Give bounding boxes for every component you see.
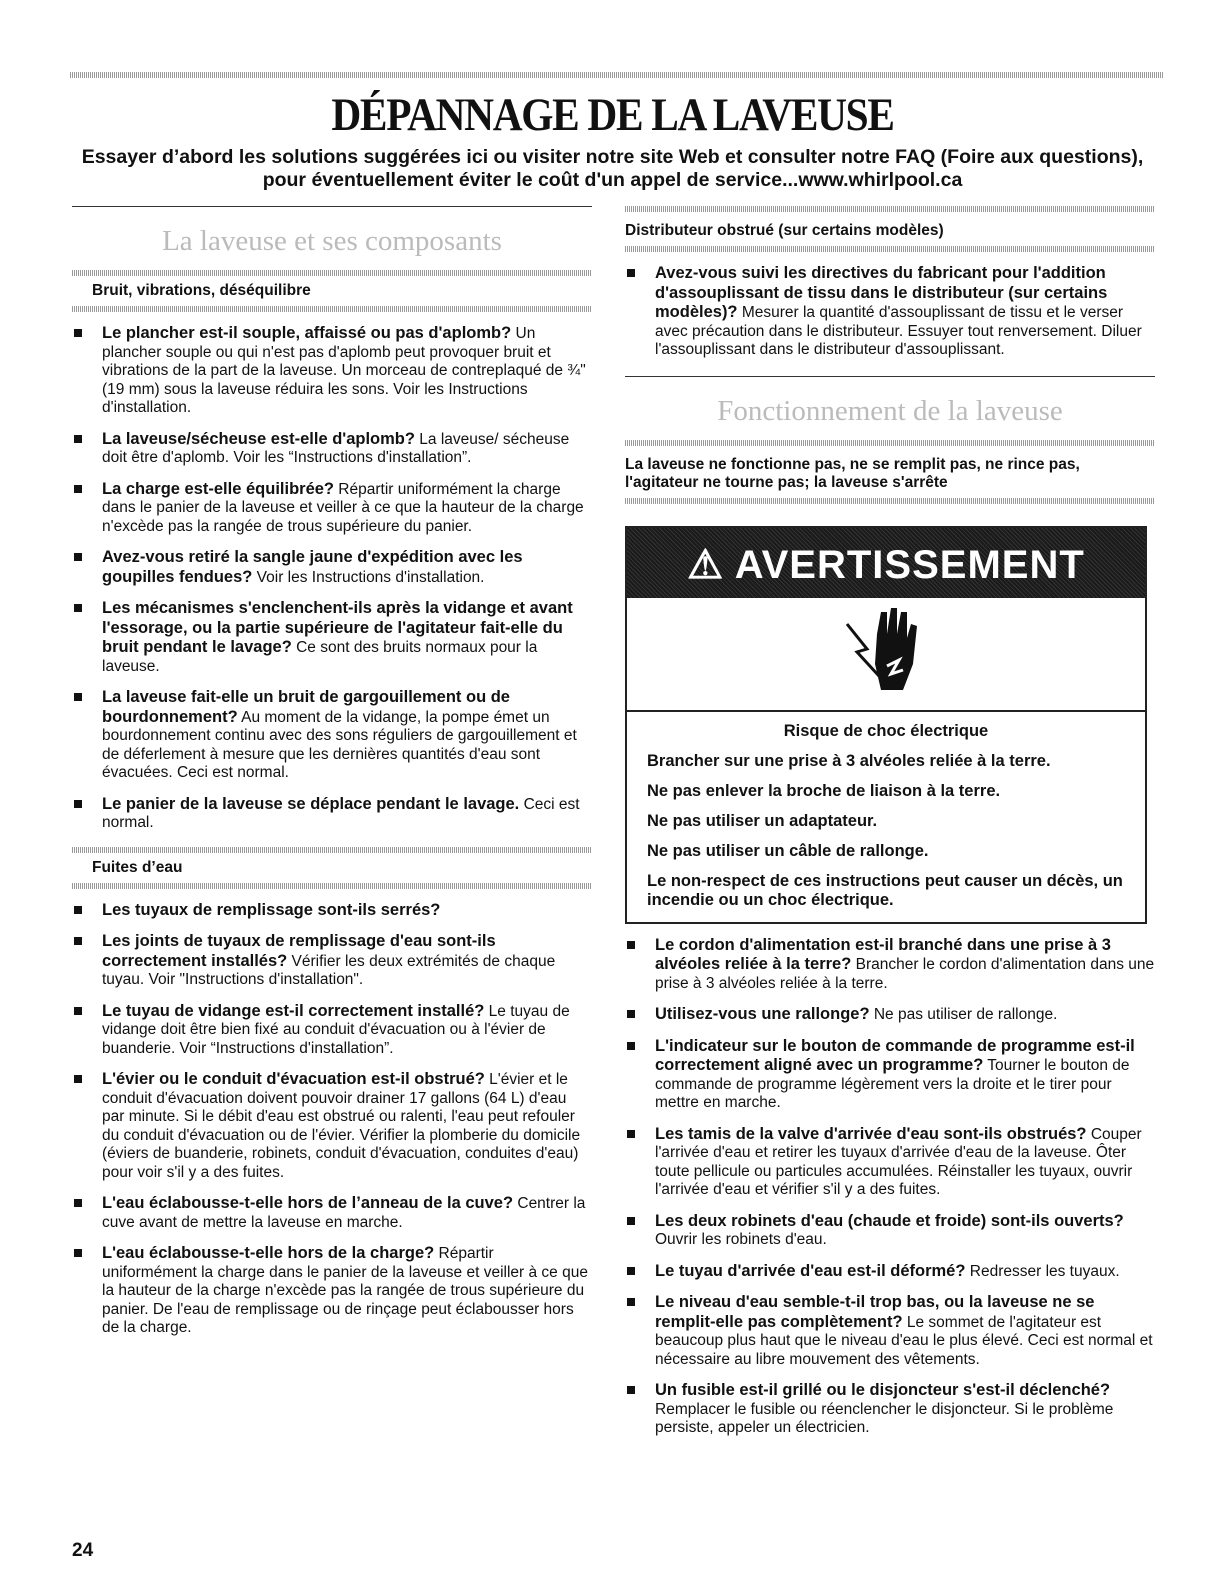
answer-text: Ceci est normal. [102,795,580,831]
question-text: Le cordon d'alimentation est-il branché dans une prise à 3 alvéoles reliée à la terre? [655,935,1111,973]
list-item [625,1212,1155,1250]
dotted-rule [625,498,1155,504]
answer-text: Au moment de la vidange, la pompe émet un bourdonnement continu avec des sons réguliers de gargouillement et de déferlement à mesure que les dernières quantités d'eau sont évacuées. Ceci est normal. [102,708,577,781]
subtitle-line-2: pour éventuellement éviter le coût d'un appel de service...www.whirlpool.ca [262,169,963,191]
answer-text: Voir les Instructions d'installation. [252,568,485,586]
answer-text: Ne pas utiliser de rallonge. [869,1006,1058,1023]
question-text: La laveuse/sécheuse est-elle d'aplomb? [102,429,415,448]
list-item [625,1381,1155,1438]
warning-line: Ne pas enlever la broche de liaison à la terre. [647,781,1001,800]
dispenser-question-list [625,264,1155,360]
question-text: Les joints de tuyaux de remplissage d'eau sont-ils correctement installés? [102,932,496,970]
page-number: 24 [72,1540,94,1561]
subheading-operation: La laveuse ne fonctionne pas, ne se remplit pas, ne rince pas, l'agitateur ne tourne pas; la laveuse s'arrête [625,455,1080,491]
question-text: L'évier ou le conduit d'évacuation est-il obstrué? [102,1070,485,1088]
question-text: L'eau éclabousse-t-elle hors de la charge? [102,1244,435,1262]
left-column [72,206,592,1338]
question-text: Le plancher est-il souple, affaissé ou pas d'aplomb? [102,324,512,342]
warning-risk: Risque de choc électrique [783,721,989,740]
warning-line: Ne pas utiliser un adaptateur. [647,811,878,830]
list-item [72,430,592,468]
answer-text: Tourner le bouton de commande de programme légèrement vers la droite et le tirer pour mettre en marche. [655,1057,1130,1111]
warning-line: Le non-respect de ces instructions peut causer un décès, un incendie ou un choc électrique. [647,871,1123,909]
list-item [72,324,592,418]
question-text: La laveuse fait-elle un bruit de gargouillement ou de bourdonnement? [102,688,510,726]
list-item [72,795,592,833]
list-item [625,1037,1155,1113]
top-rule [70,72,1163,78]
section-title-operation: Fonctionnement de la laveuse [717,394,1063,427]
warning-box [625,526,1147,924]
question-text: Le tuyau de vidange est-il correctement installé? [102,1001,485,1020]
answer-text: La laveuse/ sécheuse doit être d'aplomb. Voir les “Instructions d'installation”. [102,430,570,466]
list-item [72,1244,592,1338]
answer-text: L'évier et le conduit d'évacuation doivent pouvoir drainer 17 gallons (64 L) d'eau par minute. Si le débit d'eau est obstrué ou ralenti, l'eau peut refouler du conduit d'évacuation ou de l'évier. Vérifier la plomberie du domicile (éviers de buanderie, robinets, conduit d'évacuation, conduites d'eau) pour voir s'il y a des fuites. [102,1071,581,1181]
list-item [625,264,1155,360]
list-item [72,1070,592,1182]
answer-text: Le tuyau de vidange doit être bien fixé au conduit d'évacuation ou à l'évier de buanderie. Voir “Instructions d'installation”. [102,1002,570,1057]
warning-line: Ne pas utiliser un câble de rallonge. [647,841,929,860]
list-item [72,688,592,783]
answer-text: Vérifier les deux extrémités de chaque tuyau. Voir "Instructions d'installation". [102,952,556,988]
question-text: Un fusible est-il grillé ou le disjoncteur s'est-il déclenché? [655,1381,1111,1399]
question-text: La charge est-elle équilibrée? [102,479,334,498]
answer-text: Couper l'arrivée d'eau et retirer les tuyaux d'arrivée d'eau de la laveuse. Ôter toute pellicule ou particules accumulées. Réinstaller les tuyaux, ouvrir l'arrivée d'eau et vérifier s'il y a des fuites. [655,1125,1142,1198]
list-item [72,932,592,990]
question-text: Les deux robinets d'eau (chaude et froide) sont-ils ouverts? [655,1211,1124,1230]
page-subtitle [80,146,1145,192]
operation-question-list [625,936,1155,1438]
right-column [625,206,1155,1438]
answer-text: Redresser les tuyaux. [965,1262,1120,1280]
list-item [625,1262,1155,1282]
answer-text: Le sommet de l'agitateur est beaucoup plus haut que le niveau d'eau le plus élevé. Ceci est normal et nécessaire au libre mouvement des vêtements. [655,1313,1153,1368]
warning-title: AVERTISSEMENT [734,542,1085,587]
list-item [72,548,592,587]
answer-text: Mesurer la quantité d'assouplissant de tissu et le verser avec précaution dans le distributeur. Essuyer tout renversement. Diluer l'assouplissant dans le distributeur d'assouplissant. [655,304,1142,358]
answer-text: Répartir uniformément la charge dans le panier de la laveuse et veiller à ce que la hauteur de la charge n'excède pas la rangée de trous supérieure du panier. [102,480,584,535]
list-item [625,936,1155,994]
dotted-rule [72,306,592,312]
list-item [72,901,592,921]
list-item [72,480,592,537]
subheading-leaks: Fuites d’eau [92,858,183,876]
dotted-rule [625,246,1155,252]
question-text: Les tamis de la valve d'arrivée d'eau sont-ils obstrués? [655,1124,1087,1143]
question-text: L'indicateur sur le bouton de commande de programme est-il correctement aligné avec un programme? [655,1036,1135,1074]
list-item [72,599,592,676]
answer-text: Ce sont des bruits normaux pour la laveuse. [102,639,538,675]
list-item [72,1002,592,1059]
electric-shock-hand-icon [837,604,927,704]
subtitle-line-1: Essayer d’abord les solutions suggérées ici ou visiter notre site Web et consulter notre FAQ (Foire aux questions), [81,146,1144,168]
subheading-dispenser: Distributeur obstrué (sur certains modèles) [625,222,944,239]
question-text: Le panier de la laveuse se déplace pendant le lavage. [102,794,520,813]
answer-text: Brancher le cordon d'alimentation dans une prise à 3 alvéoles reliée à la terre. [655,956,1155,992]
answer-text: Un plancher souple ou qui n'est pas d'aplomb peut provoquer bruit et vibrations de la part de la laveuse. Un morceau de contreplaqué de ¾" (19 mm) sous la laveuse réduira les sons. Voir les Instructions d'installation. [102,325,586,416]
question-text: Les tuyaux de remplissage sont-ils serrés? [102,900,441,919]
answer-text: Remplacer le fusible ou réenclencher le disjoncteur. Si le problème persiste, appeler un électricien. [655,1400,1114,1436]
page-title: DÉPANNAGE DE LA LAVEUSE [331,89,894,141]
question-text: Le niveau d'eau semble-t-il trop bas, ou la laveuse ne se remplit-elle pas complètement? [655,1293,1095,1331]
noise-question-list [72,324,592,833]
question-text: Avez-vous suivi les directives du fabricant pour l'addition d'assouplissant de tissu dans le distributeur (sur certains modèles)? [655,264,1108,321]
answer-text: Ouvrir les robinets d'eau. [655,1231,827,1248]
section-title-components: La laveuse et ses composants [162,225,502,257]
list-item [625,1125,1155,1200]
warning-body [627,712,1145,922]
question-text: Le tuyau d'arrivée d'eau est-il déformé? [655,1261,966,1280]
warning-triangle-icon: ⚠ [687,542,725,587]
leaks-question-list [72,901,592,1338]
warning-line: Brancher sur une prise à 3 alvéoles reliée à la terre. [647,751,1051,770]
warning-header [627,528,1145,598]
question-text: L'eau éclabousse-t-elle hors de l’anneau de la cuve? [102,1194,514,1212]
dotted-rule [72,883,592,889]
answer-text: Centrer la cuve avant de mettre la laveuse en marche. [102,1195,586,1231]
question-text: Utilisez-vous une rallonge? [655,1005,870,1023]
question-text: Avez-vous retiré la sangle jaune d'expédition avec les goupilles fendues? [102,548,523,586]
list-item [625,1005,1155,1025]
answer-text: Répartir uniformément la charge dans le panier de la laveuse et veiller à ce que la hauteur de la charge n'excède pas la rangée de trous supérieure du panier. De l'eau de remplissage ou de rinçage peut éclabousser hors de la charge. [102,1245,588,1336]
list-item [72,1194,592,1232]
subheading-noise: Bruit, vibrations, déséquilibre [92,282,311,299]
list-item [625,1293,1155,1369]
question-text: Les mécanismes s'enclenchent-ils après la vidange et avant l'essorage, ou la partie supérieure de l'agitateur fait-elle du bruit pendant le lavage? [102,599,573,656]
warning-icon-panel [627,598,1145,712]
